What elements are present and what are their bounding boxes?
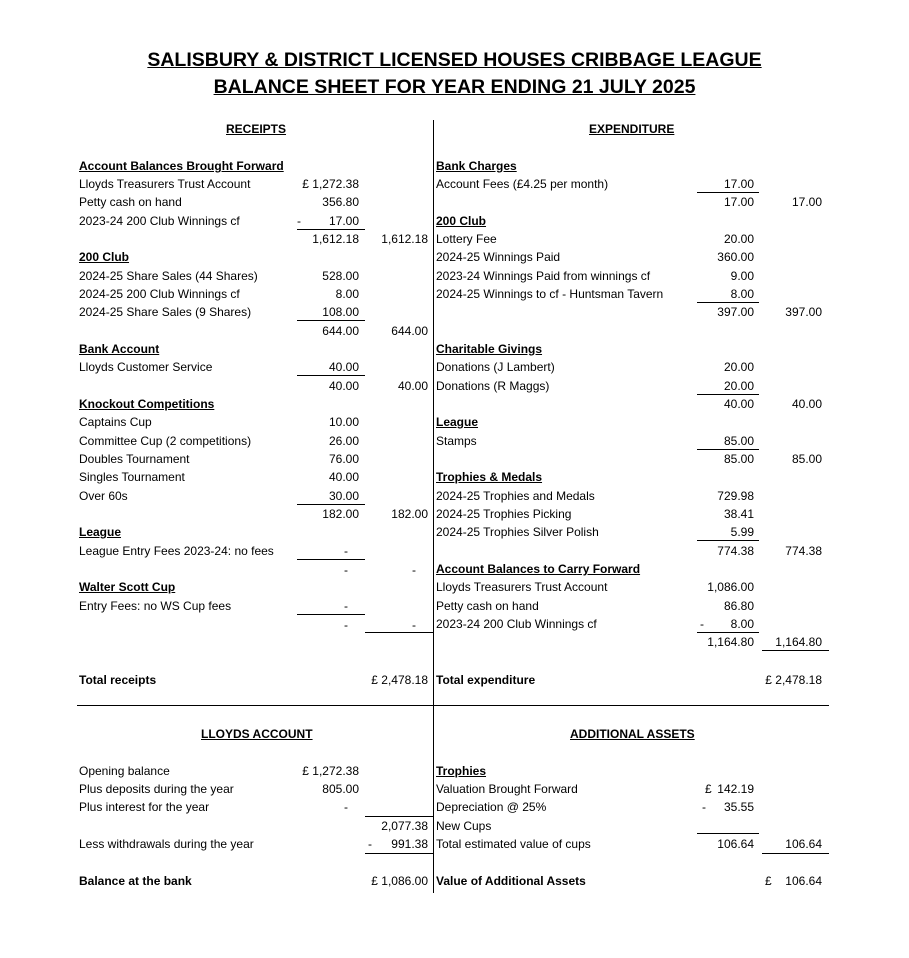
expense-row-label: 2024-25 Trophies Picking	[436, 507, 572, 521]
new-cups-label: New Cups	[436, 819, 492, 833]
expense-section-total: 85.00	[791, 452, 822, 466]
subtotal-rule	[697, 833, 759, 834]
subtotal-rule	[697, 540, 759, 541]
lloyds-account-heading: LLOYDS ACCOUNT	[201, 727, 313, 741]
bank-charges-heading: Bank Charges	[436, 159, 517, 173]
expense-row-label: Stamps	[436, 434, 477, 448]
total-receipts-label: Total receipts	[79, 673, 157, 687]
expenditure-heading: EXPENDITURE	[589, 122, 675, 136]
expense-section-total: 40.00	[791, 397, 822, 411]
receipt-row-amount: -	[344, 599, 348, 613]
expense-row-amount: 86.80	[723, 599, 754, 613]
opening-balance-value: £ 1,272.38	[302, 764, 359, 778]
expense-section-total: 1,164.80	[775, 635, 822, 649]
expense-row-label: Donations (J Lambert)	[436, 360, 555, 374]
receipt-row-label: 2024-25 Share Sales (44 Shares)	[79, 269, 258, 283]
depreciation-label: Depreciation @ 25%	[436, 800, 547, 814]
receipt-section-total: 182.00	[391, 507, 428, 521]
additional-assets-value: 106.64	[785, 874, 822, 888]
expense-row-label: 2024-25 Trophies and Medals	[436, 489, 595, 503]
receipt-row-label: Entry Fees: no WS Cup fees	[79, 599, 232, 613]
receipt-subtotal: 644.00	[322, 324, 359, 338]
receipt-row-label: Over 60s	[79, 489, 128, 503]
receipt-row-amount: 40.00	[328, 360, 359, 374]
receipt-league-heading: League	[79, 525, 122, 539]
expense-subtotal: 17.00	[723, 195, 754, 209]
receipt-row-amount: 17.00	[328, 214, 359, 228]
expense-row-label: Lottery Fee	[436, 232, 497, 246]
receipt-row-label: 2024-25 Share Sales (9 Shares)	[79, 305, 252, 319]
title-line-2: BALANCE SHEET FOR YEAR ENDING 21 JULY 2025	[213, 76, 696, 98]
estimated-value-label: Total estimated value of cups	[436, 837, 591, 851]
subtotal-rule	[697, 394, 759, 395]
lloyds-subtotal: 2,077.38	[381, 819, 428, 833]
receipt-subtotal: 40.00	[328, 379, 359, 393]
total-receipts-value: £ 2,478.18	[371, 673, 428, 687]
interest-value: -	[344, 800, 348, 814]
receipt-subtotal: 182.00	[322, 507, 359, 521]
receipt-row-amount: £ 1,272.38	[302, 177, 359, 191]
additional-assets-heading: ADDITIONAL ASSETS	[570, 727, 695, 741]
expense-row-amount: 17.00	[723, 177, 754, 191]
subtotal-rule	[297, 504, 365, 505]
expense-row-sign: -	[700, 617, 704, 631]
expense-row-label: 2024-25 Winnings to cf - Huntsman Tavern	[436, 287, 664, 301]
receipt-section-total: 40.00	[397, 379, 428, 393]
section-divider	[77, 705, 829, 706]
receipt-row-sign: -	[297, 214, 301, 228]
receipt-row-amount: -	[344, 544, 348, 558]
expense-row-amount: 20.00	[723, 360, 754, 374]
receipt-row-label: Petty cash on hand	[79, 195, 182, 209]
subtotal-rule	[697, 449, 759, 450]
deposits-label: Plus deposits during the year	[79, 782, 234, 796]
withdrawals-label: Less withdrawals during the year	[79, 837, 254, 851]
valuation-sign: £	[705, 782, 712, 796]
receipt-bank-heading: Bank Account	[79, 342, 160, 356]
receipt-row-label: Captains Cup	[79, 415, 152, 429]
expense-row-amount: 5.99	[730, 525, 754, 539]
expense-row-label: Lloyds Treasurers Trust Account	[436, 580, 608, 594]
valuation-label: Valuation Brought Forward	[436, 782, 578, 796]
expense-subtotal: 40.00	[723, 397, 754, 411]
expense-row-amount: 1,086.00	[707, 580, 754, 594]
receipt-row-amount: 26.00	[328, 434, 359, 448]
opening-balance-label: Opening balance	[79, 764, 170, 778]
expense-row-amount: 8.00	[730, 287, 754, 301]
expense-row-amount: 360.00	[717, 250, 754, 264]
receipt-section-total: -	[412, 563, 416, 577]
expense-200-club-heading: 200 Club	[436, 214, 487, 228]
expense-row-label: Petty cash on hand	[436, 599, 539, 613]
expense-row-amount: 38.41	[723, 507, 754, 521]
total-rule	[762, 853, 829, 854]
receipt-subtotal: -	[344, 618, 348, 632]
receipt-row-amount: 108.00	[322, 305, 359, 319]
expense-row-amount: 85.00	[723, 434, 754, 448]
expense-section-total: 17.00	[791, 195, 822, 209]
expense-row-amount: 729.98	[717, 489, 754, 503]
receipt-row-label: 2023-24 200 Club Winnings cf	[79, 214, 240, 228]
expense-row-amount: 9.00	[730, 269, 754, 283]
expense-row-label: Donations (R Maggs)	[436, 379, 550, 393]
estimated-value-total: 106.64	[785, 837, 822, 851]
receipt-row-label: League Entry Fees 2023-24: no fees	[79, 544, 274, 558]
receipt-row-amount: 40.00	[328, 470, 359, 484]
receipt-row-label: Singles Tournament	[79, 470, 185, 484]
expense-row-label: Account Fees (£4.25 per month)	[436, 177, 609, 191]
expense-section-total: 774.38	[785, 544, 822, 558]
receipt-subtotal: -	[344, 563, 348, 577]
expense-subtotal: 1,164.80	[707, 635, 754, 649]
estimated-value: 106.64	[717, 837, 754, 851]
total-rule	[365, 853, 433, 854]
walter-scott-heading: Walter Scott Cup	[79, 580, 176, 594]
expense-row-amount: 20.00	[723, 232, 754, 246]
receipt-200-club-heading: 200 Club	[79, 250, 130, 264]
expense-row-label: 2024-25 Winnings Paid	[436, 250, 561, 264]
expense-league-heading: League	[436, 415, 479, 429]
receipt-subtotal: 1,612.18	[312, 232, 359, 246]
subtotal-rule	[297, 229, 365, 230]
subtotal-rule	[697, 192, 759, 193]
expense-subtotal: 774.38	[717, 544, 754, 558]
deposits-value: 805.00	[322, 782, 359, 796]
withdrawals-value: 991.38	[391, 837, 428, 851]
valuation-value: 142.19	[717, 782, 754, 796]
expense-row-label: 2024-25 Trophies Silver Polish	[436, 525, 599, 539]
expense-row-label: 2023-24 Winnings Paid from winnings cf	[436, 269, 651, 283]
expense-section-total: 397.00	[785, 305, 822, 319]
total-expenditure-label: Total expenditure	[436, 673, 536, 687]
additional-assets-value-label: Value of Additional Assets	[436, 874, 586, 888]
additional-assets-value-sign: £	[765, 874, 772, 888]
title-line-1: SALISBURY & DISTRICT LICENSED HOUSES CRIBBAGE LEAGUE	[147, 49, 762, 71]
charitable-heading: Charitable Givings	[436, 342, 543, 356]
column-divider	[433, 120, 434, 893]
trophies-medals-heading: Trophies & Medals	[436, 470, 543, 484]
depreciation-sign: -	[702, 800, 706, 814]
total-rule	[762, 650, 829, 651]
receipts-heading: RECEIPTS	[226, 122, 287, 136]
expense-subtotal: 397.00	[717, 305, 754, 319]
receipt-row-label: Committee Cup (2 competitions)	[79, 434, 252, 448]
brought-forward-heading: Account Balances Brought Forward	[79, 159, 284, 173]
receipt-section-total: -	[412, 618, 416, 632]
carry-forward-heading: Account Balances to Carry Forward	[436, 562, 641, 576]
receipt-row-amount: 8.00	[335, 287, 359, 301]
receipt-row-amount: 10.00	[328, 415, 359, 429]
expense-row-amount: 8.00	[730, 617, 754, 631]
receipt-section-total: 1,612.18	[381, 232, 428, 246]
interest-label: Plus interest for the year	[79, 800, 210, 814]
receipt-row-amount: 76.00	[328, 452, 359, 466]
trophies-heading: Trophies	[436, 764, 487, 778]
withdrawals-sign: -	[368, 837, 372, 851]
subtotal-rule	[697, 302, 759, 303]
expense-row-label: 2023-24 200 Club Winnings cf	[436, 617, 597, 631]
total-rule	[365, 632, 433, 633]
receipt-row-label: Doubles Tournament	[79, 452, 190, 466]
expense-row-amount: 20.00	[723, 379, 754, 393]
subtotal-rule	[297, 375, 365, 376]
receipt-section-total: 644.00	[391, 324, 428, 338]
expense-subtotal: 85.00	[723, 452, 754, 466]
subtotal-rule	[297, 614, 365, 615]
balance-at-bank-value: £ 1,086.00	[371, 874, 428, 888]
total-expenditure-value: £ 2,478.18	[765, 673, 822, 687]
receipt-row-amount: 30.00	[328, 489, 359, 503]
balance-at-bank-label: Balance at the bank	[79, 874, 192, 888]
subtotal-rule	[697, 632, 759, 633]
knockout-heading: Knockout Competitions	[79, 397, 215, 411]
depreciation-value: 35.55	[723, 800, 754, 814]
receipt-row-label: Lloyds Treasurers Trust Account	[79, 177, 251, 191]
subtotal-rule	[365, 816, 433, 817]
receipt-row-label: 2024-25 200 Club Winnings cf	[79, 287, 240, 301]
receipt-row-amount: 528.00	[322, 269, 359, 283]
receipt-row-amount: 356.80	[322, 195, 359, 209]
subtotal-rule	[297, 559, 365, 560]
receipt-row-label: Lloyds Customer Service	[79, 360, 213, 374]
subtotal-rule	[297, 320, 365, 321]
